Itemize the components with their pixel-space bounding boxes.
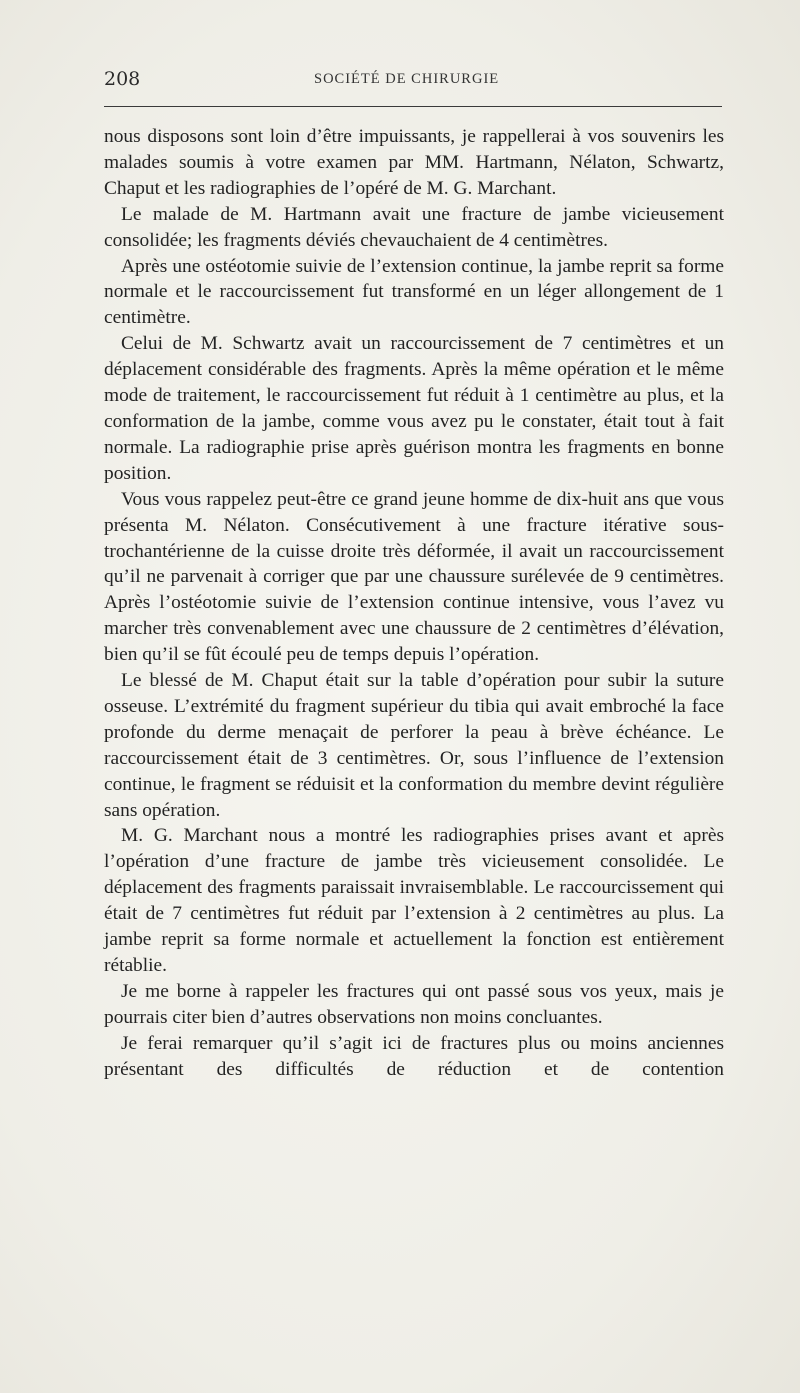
page-number: 208 xyxy=(104,68,141,90)
running-head: SOCIÉTÉ DE CHIRURGIE xyxy=(314,71,500,87)
paragraph: Celui de M. Schwartz avait un raccourcissement de 7 centimètres et un déplacement considérable des fragments. Après la même opération et le même mode de traitement, le raccourcissement fut réduit à 1 centimètre au plus, et la conformation de la jambe, comme vous avez pu le constater, était tout à fait normale. La radiographie prise après guérison montra les fragments en bonne position. xyxy=(104,333,724,484)
paragraph: Après une ostéotomie suivie de l’extension continue, la jambe reprit sa forme normale et le raccourcissement fut transformé en un léger allongement de 1 centimètre. xyxy=(104,255,724,329)
paragraph: M. G. Marchant nous a montré les radiographies prises avant et après l’opération d’une fracture de jambe très vicieusement consolidée. Le déplacement des fragments paraissait invraisemblable. Le raccourcissement qui était de 7 centimètres fut réduit par l’extension à 2 centimètres au plus. La jambe reprit sa forme normale et actuellement la fonction est entièrement rétablie. xyxy=(104,825,724,976)
paragraph: Le malade de M. Hartmann avait une fracture de jambe vicieusement consolidée; les fragments déviés chevauchaient de 4 centimètres. xyxy=(104,203,724,251)
paragraph: Vous vous rappelez peut-être ce grand jeune homme de dix-huit ans que vous présenta M. Nélaton. Consécutivement à une fracture itérative sous-trochantérienne de la cuisse droite très déformée, il avait un raccourcissement qu’il ne parvenait à corriger que par une chaussure surélevée de 9 centimètres. Après l’ostéotomie suivie de l’extension continue intensive, vous l’avez vu marcher très convenablement avec une chaussure de 2 centimètres d’élévation, bien qu’il se fût écoulé peu de temps depuis l’opération. xyxy=(104,488,724,666)
paragraph: Je me borne à rappeler les fractures qui ont passé sous vos yeux, mais je pourrais citer bien d’autres observations non moins concluantes. xyxy=(104,980,724,1028)
paragraph: Je ferai remarquer qu’il s’agit ici de fractures plus ou moins anciennes présentant des difficultés de réduction et de contention xyxy=(104,1032,724,1080)
body-text xyxy=(104,124,724,1083)
page-header xyxy=(104,68,724,98)
paragraph: nous disposons sont loin d’être impuissants, je rappellerai à vos souvenirs les malades soumis à votre examen par MM. Hartmann, Nélaton, Schwartz, Chaput et les radiographies de l’opéré de M. G. Marchant. xyxy=(104,126,724,199)
header-rule xyxy=(104,106,722,107)
paragraph: Le blessé de M. Chaput était sur la table d’opération pour subir la suture osseuse. L’extrémité du fragment supérieur du tibia qui avait embroché la face profonde du derme menaçait de perforer la peau à brève échéance. Le raccourcissement était de 3 centimètres. Or, sous l’influence de l’extension continue, le fragment se réduisit et la conformation du membre devint régulière sans opération. xyxy=(104,670,724,821)
